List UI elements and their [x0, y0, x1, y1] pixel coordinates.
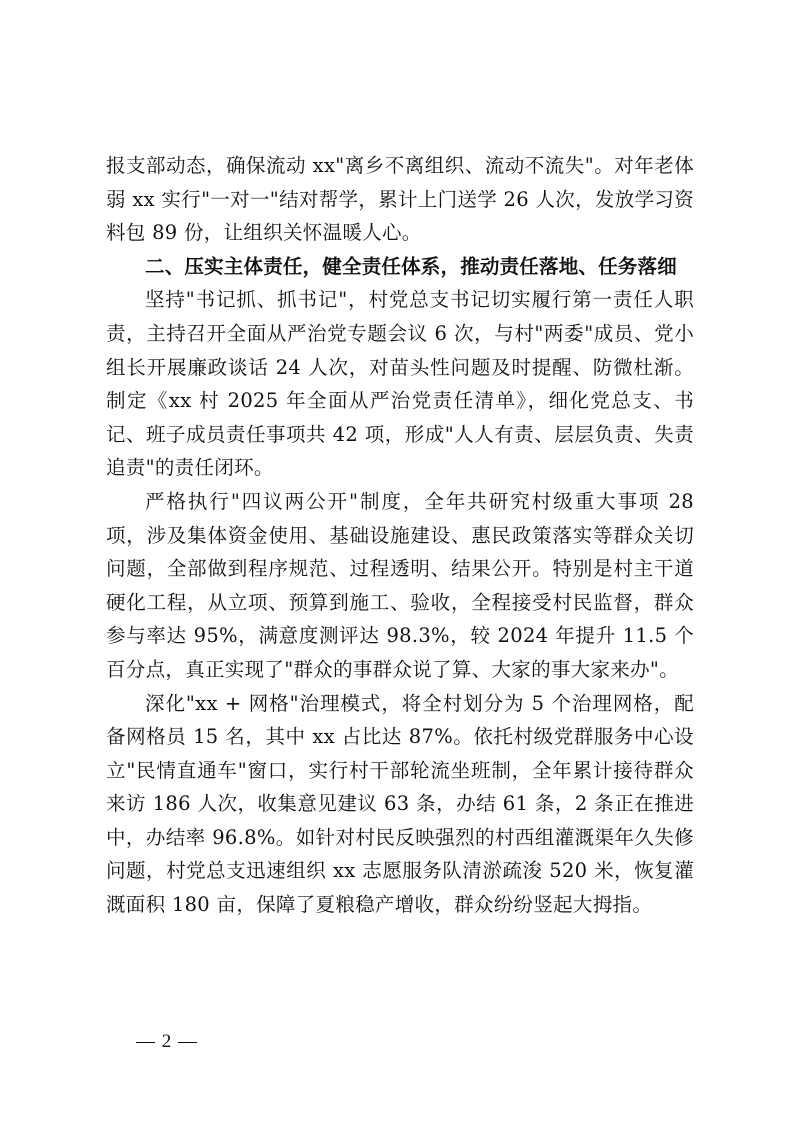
- page-number: — 2 —: [136, 1031, 198, 1052]
- paragraph-continuation: 报支部动态，确保流动 xx"离乡不离组织、流动不流失"。对年老体弱 xx 实行"一对一"结对帮学，累计上门送学 26 人次，发放学习资料包 89 份，让组织关怀温暖人心。: [106, 154, 694, 245]
- section-heading: 二、压实主体责任，健全责任体系，推动责任落地、任务落细: [145, 254, 677, 278]
- document-body: [106, 149, 694, 922]
- paragraph-grid-governance: 深化"xx + 网格"治理模式，将全村划分为 5 个治理网格，配备网格员 15 名，其中 xx 占比达 87%。依托村级党群服务中心设立"民情直通车"窗口，实行村干部轮流坐班制，全年累计接待群众来访 186 人次，收集意见建议 63 条，办结 61 条，2 条正在推进中，办结率 96.8%。如针对村民反映强烈的村西组灌溉渠年久失修问题，村党总支迅速组织 xx 志愿服务队清淤疏浚 520 米，恢复灌溉面积 180 亩，保障了夏粮稳产增收，群众纷纷竖起大拇指。: [106, 691, 694, 917]
- paragraph-four-discussions: 严格执行"四议两公开"制度，全年共研究村级重大事项 28 项，涉及集体资金使用、基础设施建设、惠民政策落实等群众关切问题，全部做到程序规范、过程透明、结果公开。特别是村主干道硬化工程，从立项、预算到施工、验收，全程接受村民监督，群众参与率达 95%，满意度测评达 98.3%，较 2024 年提升 11.5 个百分点，真正实现了"群众的事群众说了算、大家的事大家来办"。: [106, 489, 694, 681]
- paragraph-responsibility: 坚持"书记抓、抓书记"，村党总支书记切实履行第一责任人职责，主持召开全面从严治党专题会议 6 次，与村"两委"成员、党小组长开展廉政谈话 24 人次，对苗头性问题及时提醒、防微杜渐。制定《xx 村 2025 年全面从严治党责任清单》，细化党总支、书记、班子成员责任事项共 42 项，形成"人人有责、层层负责、失责追责"的责任闭环。: [106, 288, 694, 480]
